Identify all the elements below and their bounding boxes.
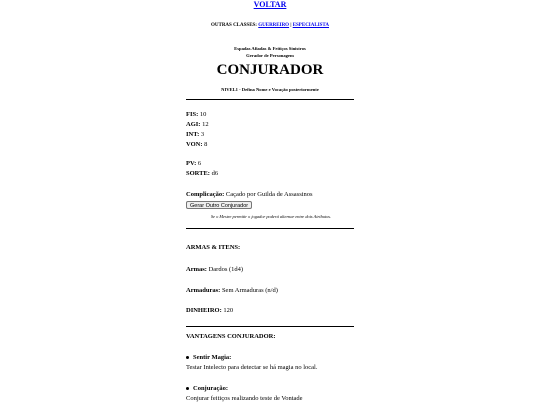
- bullet-icon: [186, 387, 189, 390]
- other-classes: [0, 23, 540, 28]
- voltar-link[interactable]: VOLTAR: [253, 0, 287, 9]
- guerreiro-link[interactable]: GUERREIRO: [258, 23, 290, 28]
- stat-sorte: SORTE: d6: [186, 170, 219, 177]
- dinheiro-line: DINHEIRO: 120: [186, 307, 234, 314]
- stat-fis: FIS: 10: [186, 111, 207, 118]
- armaduras-line: Armaduras: Sem Armaduras (n/d): [186, 287, 278, 294]
- bullet-icon: [186, 356, 189, 359]
- advantage-desc: Conjurar feitiços realizando teste de Vontade: [186, 395, 303, 402]
- site-subtitle: [0, 45, 540, 59]
- divider: [186, 228, 354, 229]
- advantage-item: Sentir Magia: Testar Intelecto para detectar se há magia no local.: [186, 353, 356, 373]
- advantage-item: Conjuração: Conjurar feitiços realizando teste de Vontade: [186, 384, 356, 404]
- especialista-link[interactable]: ESPECIALISTA: [292, 23, 329, 28]
- advantage-desc: Testar Intelecto para detectar se há magia no local.: [186, 364, 318, 371]
- complication: Complicação: Caçado por Guilda de Assassinos: [186, 191, 313, 198]
- pv-sorte-block: [186, 159, 356, 179]
- stats-block: [186, 110, 356, 150]
- level-note: NIVEL1 - Defina Nome e Vocação posteriormente: [221, 87, 319, 92]
- stat-int: INT: 3: [186, 131, 205, 138]
- subtitle-line-1: Espadas Afiadas & Feitiços Sinistros: [234, 46, 306, 51]
- vantagens-heading: VANTAGENS CONJURADOR:: [186, 333, 276, 340]
- separator: |: [290, 23, 292, 28]
- stat-pv: PV: 6: [186, 160, 202, 167]
- armas-heading: ARMAS & ITENS:: [186, 244, 241, 251]
- divider: [186, 326, 354, 327]
- stat-von: VON: 8: [186, 141, 208, 148]
- divider: [186, 99, 354, 100]
- subtitle-line-2: Gerador de Personagem: [246, 53, 294, 58]
- page-title: CONJURADOR: [216, 62, 324, 78]
- other-classes-label: OUTRAS CLASSES:: [210, 23, 257, 28]
- stat-agi: AGI: 12: [186, 121, 209, 128]
- generate-another-button[interactable]: Gerar Outro Conjurador: [186, 201, 252, 209]
- armas-line: Armas: Dardos (1d4): [186, 266, 244, 273]
- attribute-note: Se o Mestre permitir o jogador poderá alternar entre dois Atributos.: [210, 214, 332, 219]
